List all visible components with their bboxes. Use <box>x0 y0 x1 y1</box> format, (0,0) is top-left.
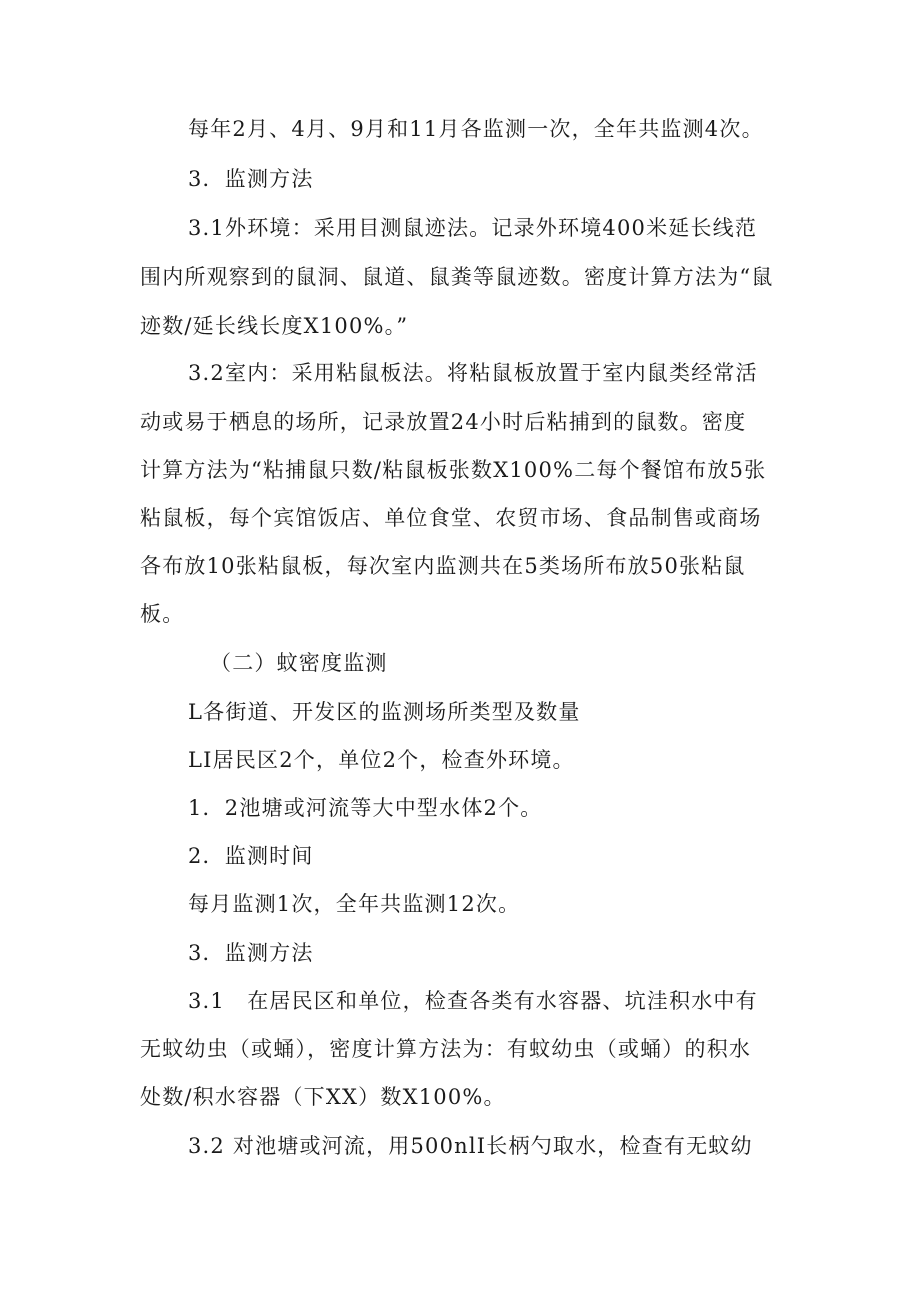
text-line: 粘鼠板，每个宾馆饭店、单位食堂、农贸市场、食品制售或商场 <box>140 506 762 530</box>
section-heading: 2．监测时间 <box>188 844 314 868</box>
text-line: 3.2室内：采用粘鼠板法。将粘鼠板放置于室内鼠类经常活 <box>188 361 758 385</box>
text-line: 3.1 在居民区和单位，检查各类有水容器、坑洼积水中有 <box>188 989 758 1013</box>
text-line: LI居民区2个，单位2个，检查外环境。 <box>188 748 575 772</box>
text-line: 3.2 对池塘或河流，用500nlI长柄勺取水，检查有无蚊幼 <box>188 1134 753 1158</box>
section-heading: 3．监测方法 <box>188 941 314 965</box>
text-line: 1．2池塘或河流等大中型水体2个。 <box>188 796 543 820</box>
text-line: 每年2月、4月、9月和11月各监测一次，全年共监测4次。 <box>188 117 764 141</box>
text-line: 处数/积水容器（下XX）数X100%。 <box>140 1085 506 1109</box>
text-line: 动或易于栖息的场所，记录放置24小时后粘捕到的鼠数。密度 <box>140 410 747 434</box>
text-line: L各街道、开发区的监测场所类型及数量 <box>188 700 581 724</box>
text-line: 迹数/延长线长度X100%。” <box>140 314 409 338</box>
text-line: 每月监测1次，全年共监测12次。 <box>188 892 521 916</box>
text-line: 各布放10张粘鼠板，每次室内监测共在5类场所布放50张粘鼠 <box>140 554 746 578</box>
section-heading: （二）蚊密度监测 <box>210 651 388 675</box>
text-line: 3.1外环境：采用目测鼠迹法。记录外环境400米延长线范 <box>188 216 758 240</box>
text-line: 无蚊幼虫（或蛹），密度计算方法为：有蚊幼虫（或蛹）的积水 <box>140 1037 752 1061</box>
section-heading: 3．监测方法 <box>188 167 314 191</box>
text-line: 围内所观察到的鼠洞、鼠道、鼠粪等鼠迹数。密度计算方法为“鼠 <box>140 265 774 289</box>
text-line: 板。 <box>140 602 185 626</box>
text-line: 计算方法为“粘捕鼠只数/粘鼠板张数X100%二每个餐馆布放5张 <box>140 458 767 482</box>
